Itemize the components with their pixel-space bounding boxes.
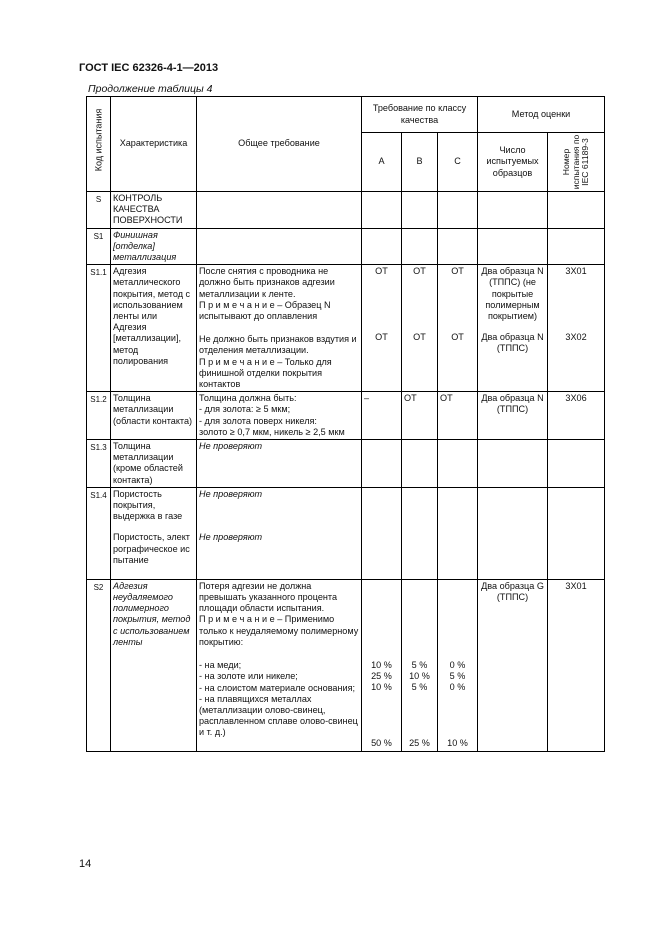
table-row — [87, 265, 605, 392]
row-code: S2 — [87, 579, 111, 751]
row-characteristic: КОНТРОЛЬ КАЧЕСТВА ПОВЕРХНОСТИ — [111, 192, 197, 229]
test-number-cell: 3Х06 — [548, 392, 605, 440]
header-samples: Число испытуемых образцов — [478, 133, 548, 192]
row-characteristic: Адгезия неудаляемого полимерного покрытия, метод с использованием ленты — [111, 579, 197, 751]
table-row — [87, 228, 605, 265]
row-code: S1.4 — [87, 487, 111, 579]
table-row — [87, 487, 605, 579]
header-class-a: А — [362, 133, 402, 192]
requirements-table — [86, 96, 605, 752]
samples-cell: Два образца N (ТППС) (не покрытые полимерным покрытием) Два образца N (ТППС) — [478, 265, 548, 392]
table-row — [87, 440, 605, 488]
row-characteristic: Толщина металлизации (области контакта) — [111, 392, 197, 440]
header-characteristic: Характеристика — [111, 97, 197, 192]
class-b-cell: ОТ ОТ — [402, 265, 438, 392]
header-class-c: С — [438, 133, 478, 192]
requirement-note: П р и м е ч а н и е – Только для финишной отделки покрытия контактов — [199, 356, 332, 390]
table-row — [87, 579, 605, 751]
characteristic-polish-method: Адгезия [металлизации], метод полирования — [113, 322, 181, 366]
samples-cell: Два образца G (ТППС) — [478, 579, 548, 751]
test-number-cell: 3Х01 — [548, 579, 605, 751]
test-number-cell: 3Х01 3Х02 — [548, 265, 605, 392]
class-c-cell: ОТ — [438, 392, 478, 440]
row-requirement — [197, 265, 362, 392]
requirement-text: После снятия с проводника не должно быть признаков адгезии металлизации к ленте. — [199, 266, 335, 299]
row-code: S1 — [87, 228, 111, 265]
row-characteristic: Финишная [отделка] металлизация — [111, 228, 197, 265]
class-b-cell: 5 % 10 % 5 % 25 % — [402, 579, 438, 751]
requirement-note: П р и м е ч а н и е – Образец N испытывают до оплавления — [199, 299, 331, 322]
row-characteristic: Пористость покрытия, выдержка в газе Пористость, электрографическое испытание — [111, 487, 197, 579]
class-c-cell: ОТ ОТ — [438, 265, 478, 392]
header-test-number — [548, 133, 605, 192]
row-code: S1.3 — [87, 440, 111, 488]
row-code: S — [87, 192, 111, 229]
header-test-number-label: Номер испытания по IEC 61189-3 — [560, 134, 590, 190]
row-requirement: Не проверяют Не проверяют — [197, 487, 362, 579]
row-requirement: Не проверяют — [197, 440, 362, 488]
header-evaluation-method: Метод оценки — [478, 97, 605, 133]
header-class-requirement: Требование по классу качества — [362, 97, 478, 133]
table-row — [87, 192, 605, 229]
row-characteristic: Толщина металлизации (кроме областей контакта) — [111, 440, 197, 488]
header-code — [87, 97, 111, 192]
class-a-cell: 10 % 25 % 10 % 50 % — [362, 579, 402, 751]
page-number: 14 — [79, 858, 92, 870]
header-row-1 — [87, 97, 605, 133]
class-c-cell: 0 % 5 % 0 % 10 % — [438, 579, 478, 751]
class-a-cell: – — [362, 392, 402, 440]
class-a-cell: ОТ ОТ — [362, 265, 402, 392]
header-general-requirement: Общее требование — [197, 97, 362, 192]
class-b-cell: ОТ — [402, 392, 438, 440]
row-characteristic — [111, 265, 197, 392]
row-requirement: Потеря адгезии не должна превышать указанного процента площади области испытания. П р и м е ч а н и е – Применимо только к неудаляемому полимерному покрытию: - на меди; - на золоте или никеле; - на слоистом материале основания; - на плавящихся металлах (металлизации олово-свинец, расплавленном сплаве олово-свинец и т. д.) — [197, 579, 362, 751]
row-requirement: Толщина должна быть: - для золота: ≥ 5 мкм; - для золота поверх никеля: золото ≥ 0,7 мкм, никель ≥ 2,5 мкм — [197, 392, 362, 440]
characteristic-tape-method: Адгезия металлического покрытия, метод с использованием ленты или — [113, 266, 191, 322]
document-title: ГОСТ IEC 62326-4-1—2013 — [79, 62, 219, 74]
table-row — [87, 392, 605, 440]
header-code-label: Код испытания — [92, 108, 103, 172]
samples-cell: Два образца N (ТППС) — [478, 392, 548, 440]
table-continuation-caption: Продолжение таблицы 4 — [88, 83, 213, 95]
header-class-b: В — [402, 133, 438, 192]
row-code: S1.2 — [87, 392, 111, 440]
requirement-text: Не должно быть признаков вздутия и отделения металлизации. — [199, 334, 357, 356]
row-code: S1.1 — [87, 265, 111, 392]
